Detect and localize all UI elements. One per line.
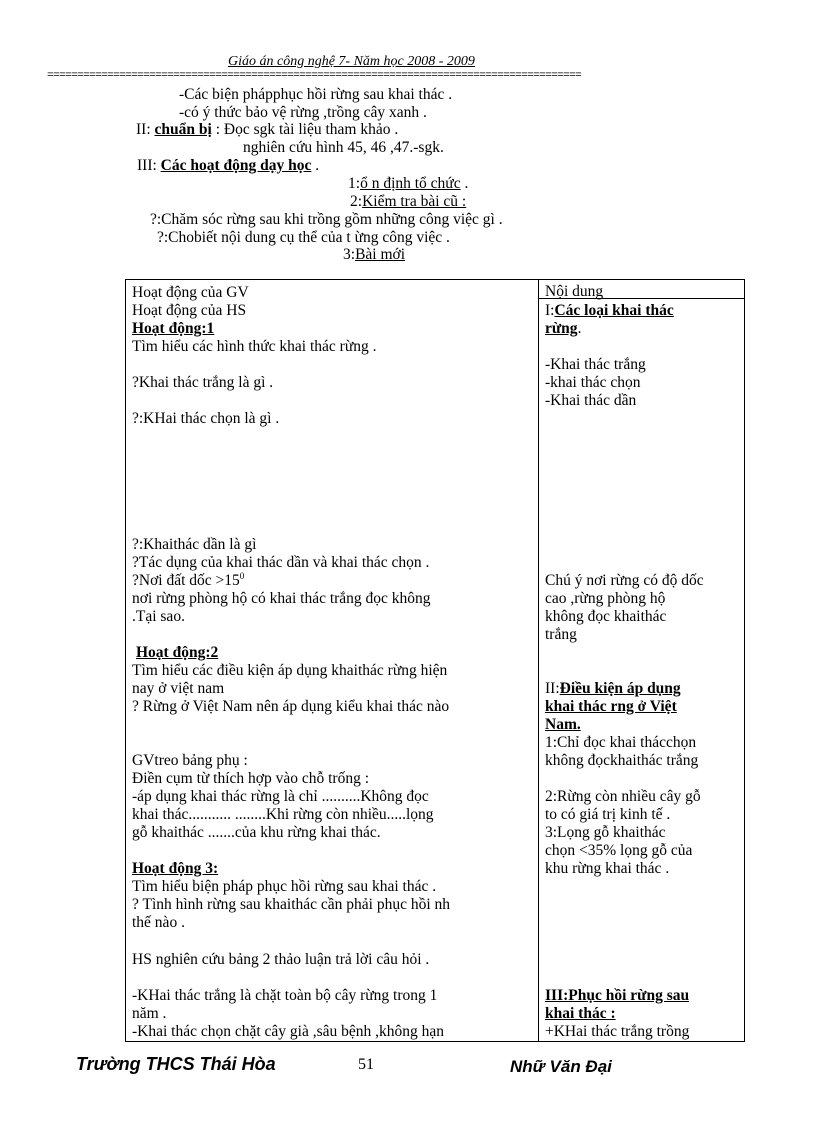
content-line: khu rừng khai thác .	[545, 860, 670, 877]
activity-text: -áp dụng khai thác rừng là chỉ ..........Không đọc	[132, 788, 429, 805]
content-section-1-title-cont	[545, 320, 581, 338]
step-prefix: 3:	[343, 246, 356, 263]
step-prefix: 2:	[350, 193, 363, 210]
section-title: Điều kiện áp dụng	[559, 680, 681, 697]
activity-question: ? Tình hình rừng sau khaithác cần phải phục hồi nh	[132, 896, 451, 913]
content-section-2-title-cont: khai thác rng ở Việt	[545, 698, 677, 715]
step-1	[348, 175, 468, 193]
activity-text: gỗ khaithác .......của khu rừng khai thác.	[132, 824, 381, 841]
degree-superscript: 0	[239, 570, 245, 581]
activity-question: ?:Khaithác dần là gì	[132, 536, 257, 553]
column-header-teacher: Hoạt động của GV	[132, 284, 249, 301]
activity-text: năm .	[132, 1005, 167, 1022]
activity-question: ?:KHai thác chọn là gì .	[132, 410, 280, 427]
activity-text: -Khai thác chọn chặt cây già ,sâu bệnh ,không hạn	[132, 1023, 445, 1040]
section-prefix: II:	[545, 680, 560, 697]
activity-text: HS nghiên cứu bảng 2 thảo luận trả lời câu hỏi .	[132, 951, 430, 968]
step-prefix: 1:	[348, 175, 361, 192]
content-line: -khai thác chọn	[545, 374, 641, 391]
activity-question: .Tại sao.	[132, 608, 185, 625]
activity-text: Điền cụm từ thích hợp vào chỗ trống :	[132, 770, 369, 787]
step-suffix: .	[460, 175, 469, 192]
section-suffix: .	[577, 320, 582, 337]
activity-text: Tìm hiểu biện pháp phục hồi rừng sau khai thác .	[132, 878, 437, 895]
content-section-3-title: III:Phục hồi rừng sau	[545, 987, 690, 1004]
header-separator: =========================================================================================	[47, 70, 582, 82]
activity-question: nơi rừng phòng hộ có khai thác trắng đọc không	[132, 590, 431, 607]
section-title: Các loại khai thác	[554, 302, 674, 319]
content-section-3-title-cont: khai thác :	[545, 1005, 616, 1022]
content-note: cao ,rừng phòng hộ	[545, 590, 666, 607]
activity-question	[132, 572, 244, 590]
activity-text: nay ở việt nam	[132, 680, 225, 697]
activity-text: Tìm hiểu các điều kiện áp dụng khaithác rừng hiện	[132, 662, 448, 679]
objective-line: -Các biện phápphục hồi rừng sau khai thác .	[179, 86, 453, 103]
content-line: -Khai thác trắng	[545, 356, 646, 373]
section-text: : Đọc sgk tài liệu tham khảo .	[211, 121, 399, 138]
content-line: -Khai thác dần	[545, 392, 637, 409]
activity-text: Tìm hiểu các hình thức khai thác rừng .	[132, 338, 377, 355]
column-header-content: Nội dung	[545, 283, 604, 300]
activity-question: ? Rừng ở Việt Nam nên áp dụng kiểu khai thác nào	[132, 698, 450, 715]
content-note: không đọc khaithác	[545, 608, 667, 625]
step-title: Kiểm tra bài cũ :	[362, 193, 467, 210]
activity-question: ?Khai thác trắng là gì .	[132, 374, 274, 391]
activity-text: -KHai thác trắng là chặt toàn bộ cây rừng trong 1	[132, 987, 438, 1004]
activity-1-title: Hoạt động:1	[132, 320, 215, 337]
page-number: 51	[358, 1056, 374, 1073]
content-line: 1:Chỉ đọc khai thácchọn	[545, 734, 697, 751]
content-note: trắng	[545, 626, 577, 643]
section-heading: Các hoạt động dạy học	[160, 157, 312, 174]
content-section-2-title-cont: Nam.	[545, 716, 581, 733]
review-question: ?:Chobiết nội dung cụ thể của t ừng công việc .	[157, 229, 450, 246]
activity-text: khai thác........... ........Khi rừng còn nhiều.....lọng	[132, 806, 434, 823]
section-title: rừng	[545, 320, 578, 337]
step-title: Bài mới	[355, 246, 406, 263]
activity-question: ?Tác dụng của khai thác dần và khai thác chọn .	[132, 554, 430, 571]
review-question: ?:Chăm sóc rừng sau khi trồng gồm những công việc gì .	[150, 211, 503, 228]
footer-teacher: Nhữ Văn Đại	[510, 1057, 612, 1076]
content-line: 2:Rừng còn nhiều cây gỗ	[545, 788, 701, 805]
section-preparation	[136, 121, 398, 139]
content-note: Chú ý nơi rừng có độ dốc	[545, 572, 704, 589]
section-text: .	[311, 157, 320, 174]
section-prefix: II:	[136, 121, 155, 138]
table-column-divider	[538, 279, 539, 1042]
content-line: không đọckhaithác trắng	[545, 752, 699, 769]
activity-2-title: Hoạt động:2	[136, 644, 219, 661]
document-header: Giáo án công nghệ 7- Năm học 2008 - 2009	[228, 54, 475, 69]
preparation-line: nghiên cứu hình 45, 46 ,47.-sgk.	[243, 139, 444, 156]
section-prefix: III:	[137, 157, 161, 174]
activity-text: GVtreo bảng phụ :	[132, 752, 248, 769]
step-2	[350, 193, 466, 211]
objective-line: -có ý thức bảo vệ rừng ,trồng cây xanh .	[179, 104, 427, 121]
content-section-2-title	[545, 680, 681, 698]
content-line: to có giá trị kinh tế .	[545, 806, 671, 823]
content-line: chọn <35% lọng gỗ của	[545, 842, 693, 859]
footer-school: Trường THCS Thái Hòa	[76, 1054, 276, 1074]
activity-question: thế nào .	[132, 914, 185, 931]
content-line: +KHai thác trắng trồng	[545, 1023, 690, 1040]
step-3	[343, 246, 405, 264]
activity-3-title: Hoạt động 3:	[132, 860, 219, 877]
section-prefix: I:	[545, 302, 555, 319]
step-title: ổ n định tổ chức	[360, 175, 461, 192]
question-text: ?Nơi đất dốc >15	[132, 572, 240, 589]
section-activities	[137, 157, 319, 175]
content-line: 3:Lọng gỗ khaithác	[545, 824, 666, 841]
section-heading: chuẩn bị	[154, 121, 212, 138]
content-section-1-title	[545, 302, 674, 320]
column-header-student: Hoạt động của HS	[132, 302, 247, 319]
